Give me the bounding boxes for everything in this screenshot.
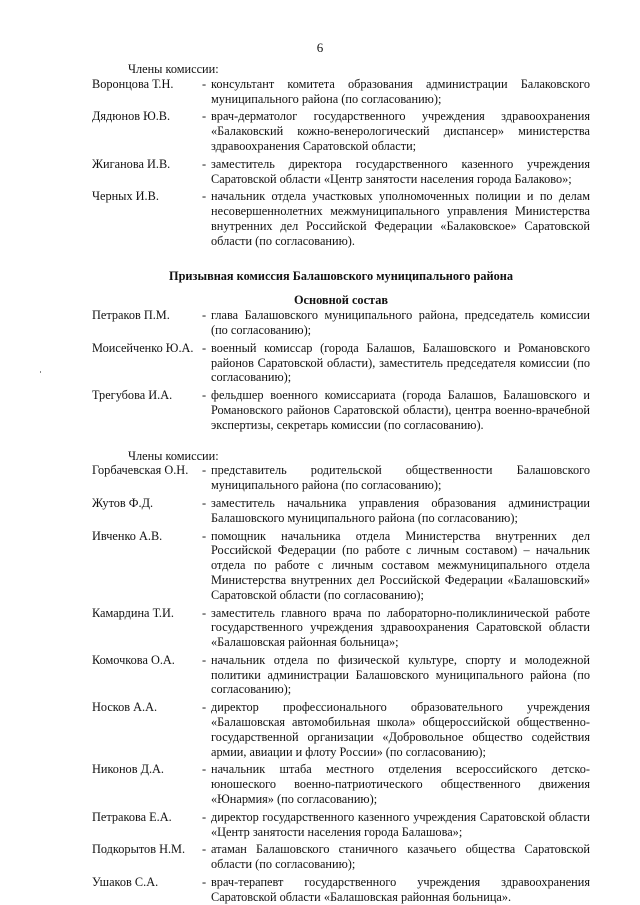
member-row (92, 189, 590, 248)
document-body (92, 62, 590, 905)
member-row (92, 875, 590, 905)
member-desc: начальник отдела по физической культуре, спорту и молодежной политики администрации Балашовского муниципального района (по согласованию); (211, 652, 590, 697)
dash: - (202, 388, 207, 403)
member-name: Жутов Ф.Д. (92, 495, 154, 510)
member-desc: фельдшер военного комиссариата (города Балашов, Балашовского и Романовского районов Саратовской области), центра военно-врачебной экспертизы, секретарь комиссии (по согласованию). (211, 388, 590, 432)
dash: - (202, 189, 207, 204)
dash: - (202, 842, 207, 857)
main-member-row (92, 341, 590, 385)
member-name: Носков А.А. (92, 700, 158, 715)
member-name: Черных И.В. (92, 189, 159, 204)
section-title: Призывная комиссия Балашовского муниципального района (169, 268, 513, 283)
dash: - (202, 809, 207, 824)
member-desc: атаман Балашовского станичного казачьего общества Саратовской области (по согласованию); (211, 842, 590, 872)
member-desc: директор государственного казенного учреждения Саратовской области «Центр занятости населения города Балашова»; (211, 809, 590, 839)
member-row (92, 77, 590, 107)
member-name: Петраков П.М. (92, 308, 170, 323)
dash: - (202, 109, 207, 124)
member-row (92, 109, 590, 153)
member-row (92, 842, 590, 872)
member-name: Петракова Е.А. (92, 809, 172, 824)
member-name: Камардина Т.И. (92, 605, 174, 620)
member-desc: начальник отдела участковых уполномоченных полиции и по делам несовершеннолетних межмуниципального управления Министерства внутренних дел Российской Федерации «Балаковское» Саратовской области (по согласованию). (211, 189, 590, 248)
member-desc: заместитель главного врача по лабораторно-поликлинической работе государственного учреждения здравоохранения Саратовской области «Балашовская районная больница»; (211, 605, 590, 650)
dash: - (202, 528, 207, 543)
member-row (92, 496, 590, 526)
dash: - (202, 700, 207, 715)
member-desc: врач-дерматолог государственного учреждения здравоохранения «Балаковский кожно-венерологический диспансер» министерства здравоохранения Саратовской области; (211, 109, 590, 153)
member-name: Ушаков С.А. (92, 875, 159, 890)
members-label-1: Члены комиссии: (128, 62, 219, 76)
dash: - (202, 463, 207, 478)
member-name: Горбачевская О.Н. (92, 463, 189, 478)
member-row (92, 463, 590, 493)
member-name: Моисейченко Ю.А. (92, 340, 194, 355)
member-desc: представитель родительской общественности Балашовского муниципального района (по согласованию); (211, 463, 590, 493)
member-name: Трегубова И.А. (92, 388, 173, 403)
dash: - (202, 652, 207, 667)
member-desc: военный комиссар (города Балашов, Балашовского и Романовского районов Саратовской области), заместитель председателя комиссии (по согласованию); (211, 340, 590, 385)
member-row (92, 700, 590, 759)
dash: - (202, 495, 207, 510)
member-row (92, 606, 590, 650)
member-name: Дядюнов Ю.В. (92, 109, 171, 124)
member-row (92, 653, 590, 697)
member-row (92, 157, 590, 187)
member-desc: заместитель начальника управления образования администрации Балашовского муниципального района (по согласованию); (211, 495, 590, 525)
page-number: 6 (316, 40, 324, 55)
section-subtitle: Основной состав (293, 293, 389, 308)
member-row (92, 529, 590, 603)
dash: - (202, 875, 207, 890)
dash: - (202, 308, 207, 323)
member-desc: врач-терапевт государственного учреждения здравоохранения Саратовской области «Балашовская районная больница». (211, 875, 590, 904)
main-member-row (92, 308, 590, 338)
member-name: Комочкова О.А. (92, 652, 175, 667)
dash: - (202, 76, 207, 91)
main-member-row (92, 388, 590, 432)
member-row (92, 810, 590, 840)
member-name: Воронцова Т.Н. (92, 76, 174, 91)
member-desc: консультант комитета образования администрации Балаковского муниципального района (по согласованию); (211, 76, 590, 106)
member-desc: помощник начальника отдела Министерства внутренних дел Российской Федерации (по работе с личным составом) – начальник отдела по работе с личным составом межмуниципального отдела Министерства внутренних дел Российской Федерации «Балашовский» Саратовской области (по согласованию); (211, 528, 590, 602)
member-name: Жиганова И.В. (92, 156, 171, 171)
member-name: Никонов Д.А. (92, 762, 164, 777)
margin-mark (40, 371, 41, 373)
member-row (92, 762, 590, 806)
members-label-2: Члены комиссии: (128, 448, 219, 463)
member-name: Ивченко А.В. (92, 528, 163, 543)
member-desc: директор профессионального образовательного учреждения «Балашовская автомобильная школа» общероссийской общественно-государственной организации «Добровольное общество содействия армии, авиации и флоту России» (по согласованию); (211, 700, 590, 759)
member-name: Подкорытов Н.М. (92, 842, 186, 857)
dash: - (202, 605, 207, 620)
dash: - (202, 762, 207, 777)
member-desc: начальник штаба местного отделения всероссийского детско-юношеского военно-патриотического общественного движения «Юнармия» (по согласованию); (211, 762, 590, 807)
dash: - (202, 156, 207, 171)
member-desc: заместитель директора государственного казенного учреждения Саратовской области «Центр занятости населения города Балаково»; (211, 156, 590, 186)
member-desc: глава Балашовского муниципального района, председатель комиссии (по согласованию); (211, 308, 590, 337)
dash: - (202, 340, 207, 355)
